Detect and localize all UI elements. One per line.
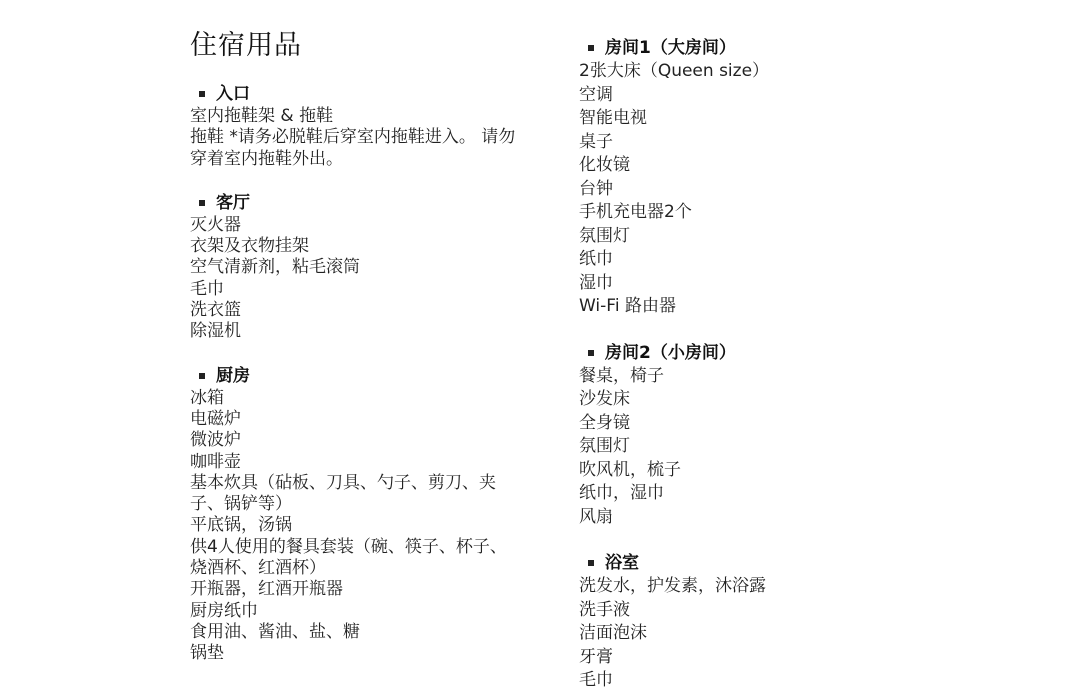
section-heading-text: 房间2（小房间） — [605, 342, 736, 363]
list-item: 开瓶器，红酒开瓶器 — [190, 579, 343, 600]
list-item: 穿着室内拖鞋外出。 — [190, 148, 343, 169]
section-room-1 — [579, 36, 999, 319]
section-living-room — [190, 191, 570, 343]
list-item: 吹风机，梳子 — [579, 459, 681, 480]
list-item: 湿巾 — [579, 272, 613, 293]
list-item: 微波炉 — [190, 430, 241, 451]
list-item: 除湿机 — [190, 321, 241, 342]
list-item: Wi-Fi 路由器 — [579, 296, 676, 316]
list-item: 氛围灯 — [579, 225, 630, 246]
list-item: 供4人使用的餐具套装（碗、筷子、杯子、 — [190, 536, 507, 557]
square-bullet-icon — [588, 560, 594, 566]
list-item: 2张大床（Queen size） — [579, 61, 770, 81]
list-item: 衣架及衣物挂架 — [190, 236, 309, 257]
list-item: 厨房纸巾 — [190, 600, 258, 621]
section-heading-text: 入口 — [216, 84, 250, 104]
list-item: 桌子 — [579, 131, 613, 152]
square-bullet-icon — [199, 91, 205, 97]
section-kitchen — [190, 364, 570, 665]
left-column — [190, 82, 570, 665]
list-item: 食用油、酱油、盐、糖 — [190, 621, 360, 642]
section-heading-text: 厨房 — [216, 365, 250, 386]
list-item: 基本炊具（砧板、刀具、勺子、剪刀、夹 — [190, 472, 496, 493]
list-item: 子、锅铲等） — [190, 494, 292, 515]
section-heading-text: 房间1（大房间） — [605, 38, 736, 58]
list-item: 灭火器 — [190, 214, 241, 235]
right-column — [579, 36, 999, 693]
list-item: 洁面泡沫 — [579, 623, 647, 643]
list-item: 拖鞋 *请务必脱鞋后穿室内拖鞋进入。 请勿 — [190, 127, 516, 148]
list-item: 洗发水，护发素，沐浴露 — [579, 576, 766, 596]
section-heading — [579, 341, 999, 365]
list-item: 咖啡壶 — [190, 451, 241, 472]
square-bullet-icon — [199, 373, 205, 379]
section-heading — [190, 191, 570, 215]
square-bullet-icon — [199, 200, 205, 206]
section-heading — [190, 364, 570, 388]
list-item: 化妆镜 — [579, 155, 630, 175]
section-room-2 — [579, 341, 999, 530]
square-bullet-icon — [588, 45, 594, 51]
section-heading — [190, 82, 570, 106]
list-item: 毛巾 — [190, 278, 224, 299]
list-item: 锅垫 — [190, 643, 224, 664]
list-item: 氛围灯 — [579, 436, 630, 456]
list-item: 沙发床 — [579, 389, 630, 409]
section-heading-text: 浴室 — [605, 553, 639, 573]
section-entrance — [190, 82, 570, 170]
list-item: 烧酒杯、红酒杯） — [190, 558, 326, 579]
list-item: 室内拖鞋架 & 拖鞋 — [190, 106, 334, 126]
list-item: 风扇 — [579, 506, 613, 527]
list-item: 台钟 — [579, 178, 613, 199]
list-item: 餐桌，椅子 — [579, 365, 664, 386]
list-item: 毛巾 — [579, 670, 613, 690]
list-item: 智能电视 — [579, 108, 647, 128]
list-item: 空气清新剂，粘毛滚筒 — [190, 257, 360, 278]
list-item: 纸巾 — [579, 249, 613, 269]
list-item: 牙膏 — [579, 646, 613, 667]
list-item: 洗衣篮 — [190, 300, 241, 321]
page-title: 住宿用品 — [190, 30, 302, 61]
section-heading-text: 客厅 — [216, 192, 250, 213]
square-bullet-icon — [588, 350, 594, 356]
list-item: 手机充电器2个 — [579, 202, 692, 222]
list-item: 纸巾，湿巾 — [579, 483, 664, 503]
list-item: 空调 — [579, 84, 613, 105]
list-item: 冰箱 — [190, 387, 224, 408]
list-item: 电磁炉 — [190, 408, 241, 429]
section-bathroom — [579, 551, 999, 693]
list-item: 平底锅，汤锅 — [190, 515, 292, 536]
list-item: 洗手液 — [579, 599, 630, 620]
section-heading — [579, 551, 999, 575]
section-heading — [579, 36, 999, 60]
list-item: 全身镜 — [579, 412, 630, 433]
